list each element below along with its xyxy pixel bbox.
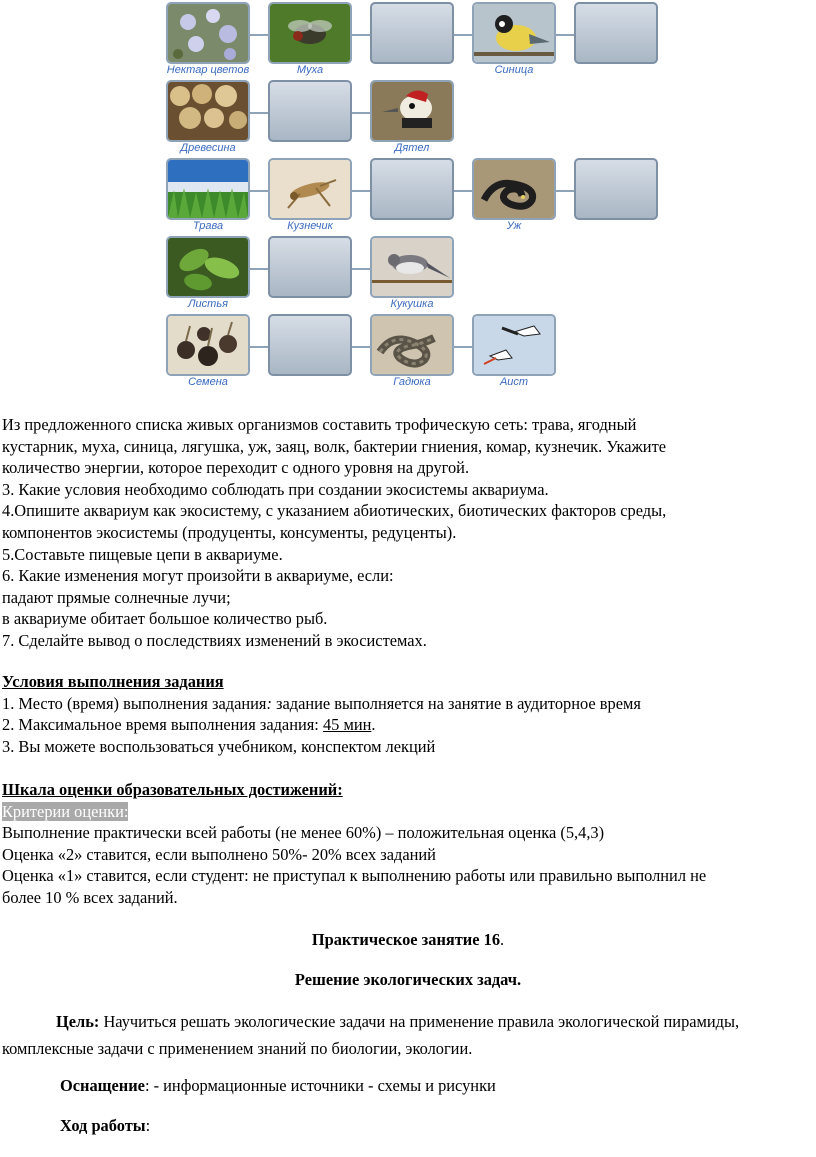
lesson-subtitle: Решение экологических задач.: [294, 970, 522, 989]
time-limit: 45 мин: [322, 715, 372, 735]
task-line: кустарник, муха, синица, лягушка, уж, заяц, волк, бактерии гниения, комар, кузнечик. Укажите: [2, 436, 667, 456]
food-chain-row-4: [0, 236, 816, 314]
connector-line: [554, 34, 574, 36]
connector-line: [452, 190, 472, 192]
diagram-caption: Уж: [506, 220, 522, 232]
diagram-caption: Кукушка: [390, 298, 434, 310]
connector-line: [248, 346, 268, 348]
diagram-caption: Нектар цветов: [166, 64, 250, 76]
connector-line: [350, 112, 370, 114]
connector-line: [554, 190, 574, 192]
diagram-caption: Синица: [494, 64, 534, 76]
condition-item-2: 2. Максимальное время выполнения задания: 45 мин.: [2, 715, 376, 735]
viper-photo-icon: [370, 314, 454, 376]
task-line: 7. Сделайте вывод о последствиях изменений в экосистемах.: [2, 630, 427, 650]
connector-line: [248, 190, 268, 192]
goal-paragraph-cont: комплексные задачи с применением знаний по биологии, экологии.: [2, 1039, 473, 1058]
lesson-title: Практическое занятие 16.: [311, 930, 505, 949]
diagram-caption: Семена: [188, 376, 228, 388]
logs-photo-icon: [166, 80, 250, 142]
scale-heading: Шкала оценки образовательных достижений:: [2, 780, 343, 799]
diagram-caption: Гадюка: [393, 376, 431, 388]
task-text-block: [2, 414, 816, 652]
food-chain-row-5: [0, 314, 816, 392]
grading-scale-block: [2, 779, 816, 909]
connector-line: [350, 190, 370, 192]
connector-line: [248, 112, 268, 114]
empty-slot: [370, 158, 454, 220]
food-web-diagram: [0, 0, 816, 400]
task-line: Из предложенного списка живых организмов составить трофическую сеть: трава, ягодный: [2, 415, 637, 434]
diagram-caption: Древесина: [180, 142, 236, 154]
cuckoo-photo-icon: [370, 236, 454, 298]
food-chain-row-1: [0, 2, 816, 80]
scale-line: Оценка «2» ставится, если выполнено 50%- 20% всех заданий: [2, 844, 436, 864]
condition-item-1: 1. Место (время) выполнения задания: задание выполняется на занятие в аудиторное время: [2, 693, 641, 713]
progress-paragraph: Ход работы:: [60, 1116, 151, 1135]
connector-line: [248, 34, 268, 36]
conditions-heading: Условия выполнения задания: [2, 672, 224, 691]
scale-line: Оценка «1» ставится, если студент: не приступал к выполнению работы или правильно выполнил не: [2, 866, 707, 886]
task-line: падают прямые солнечные лучи;: [2, 587, 231, 607]
tit-bird-photo-icon: [472, 2, 556, 64]
leaves-photo-icon: [166, 236, 250, 298]
conditions-block: [2, 671, 816, 757]
diagram-caption: Дятел: [394, 142, 430, 154]
equipment-label: Оснащение: [60, 1076, 145, 1095]
grasshopper-photo-icon: [268, 158, 352, 220]
fly-photo-icon: [268, 2, 352, 64]
scale-line: Выполнение практически всей работы (не менее 60%) – положительная оценка (5,4,3): [2, 823, 605, 843]
equipment-paragraph: Оснащение: - информационные источники - схемы и рисунки: [60, 1076, 496, 1095]
task-line: компонентов экосистемы (продуценты, консументы, редуценты).: [2, 522, 457, 542]
empty-slot: [268, 236, 352, 298]
connector-line: [248, 268, 268, 270]
task-line: 3. Какие условия необходимо соблюдать при создании экосистемы аквариума.: [2, 479, 549, 499]
diagram-caption: Кузнечик: [287, 220, 333, 232]
connector-line: [452, 346, 472, 348]
empty-slot: [268, 80, 352, 142]
progress-label: Ход работы: [60, 1116, 146, 1135]
grass-snake-photo-icon: [472, 158, 556, 220]
woodpecker-photo-icon: [370, 80, 454, 142]
connector-line: [350, 346, 370, 348]
task-line: 4.Опишите аквариум как экосистему, с указанием абиотических, биотических факторов среды,: [2, 501, 667, 521]
goal-paragraph: Цель: Научиться решать экологические задачи на применение правила экологической пирамиды,: [56, 1012, 740, 1031]
grass-photo-icon: [166, 158, 250, 220]
task-line: в аквариуме обитает большое количество рыб.: [2, 609, 328, 629]
condition-item-3: 3. Вы можете воспользоваться учебником, конспектом лекций: [2, 736, 436, 756]
empty-slot: [268, 314, 352, 376]
food-chain-row-3: [0, 158, 816, 236]
connector-line: [350, 34, 370, 36]
connector-line: [350, 268, 370, 270]
flowers-photo-icon: [166, 2, 250, 64]
empty-slot: [370, 2, 454, 64]
stork-photo-icon: [472, 314, 556, 376]
connector-line: [452, 34, 472, 36]
criteria-label: Критерии оценки:: [2, 801, 129, 821]
goal-label: Цель:: [56, 1012, 100, 1031]
diagram-caption: Муха: [296, 64, 324, 76]
food-chain-row-2: [0, 80, 816, 158]
diagram-caption: Листья: [188, 298, 228, 310]
scale-line: более 10 % всех заданий.: [2, 887, 178, 907]
diagram-caption: Трава: [192, 220, 224, 232]
task-line: 6. Какие изменения могут произойти в аквариуме, если:: [2, 566, 394, 586]
diagram-caption: Аист: [499, 376, 529, 388]
empty-slot: [574, 158, 658, 220]
empty-slot: [574, 2, 658, 64]
seeds-photo-icon: [166, 314, 250, 376]
task-line: 5.Составьте пищевые цепи в аквариуме.: [2, 544, 283, 564]
task-line: количество энергии, которое переходит с одного уровня на другой.: [2, 458, 470, 478]
